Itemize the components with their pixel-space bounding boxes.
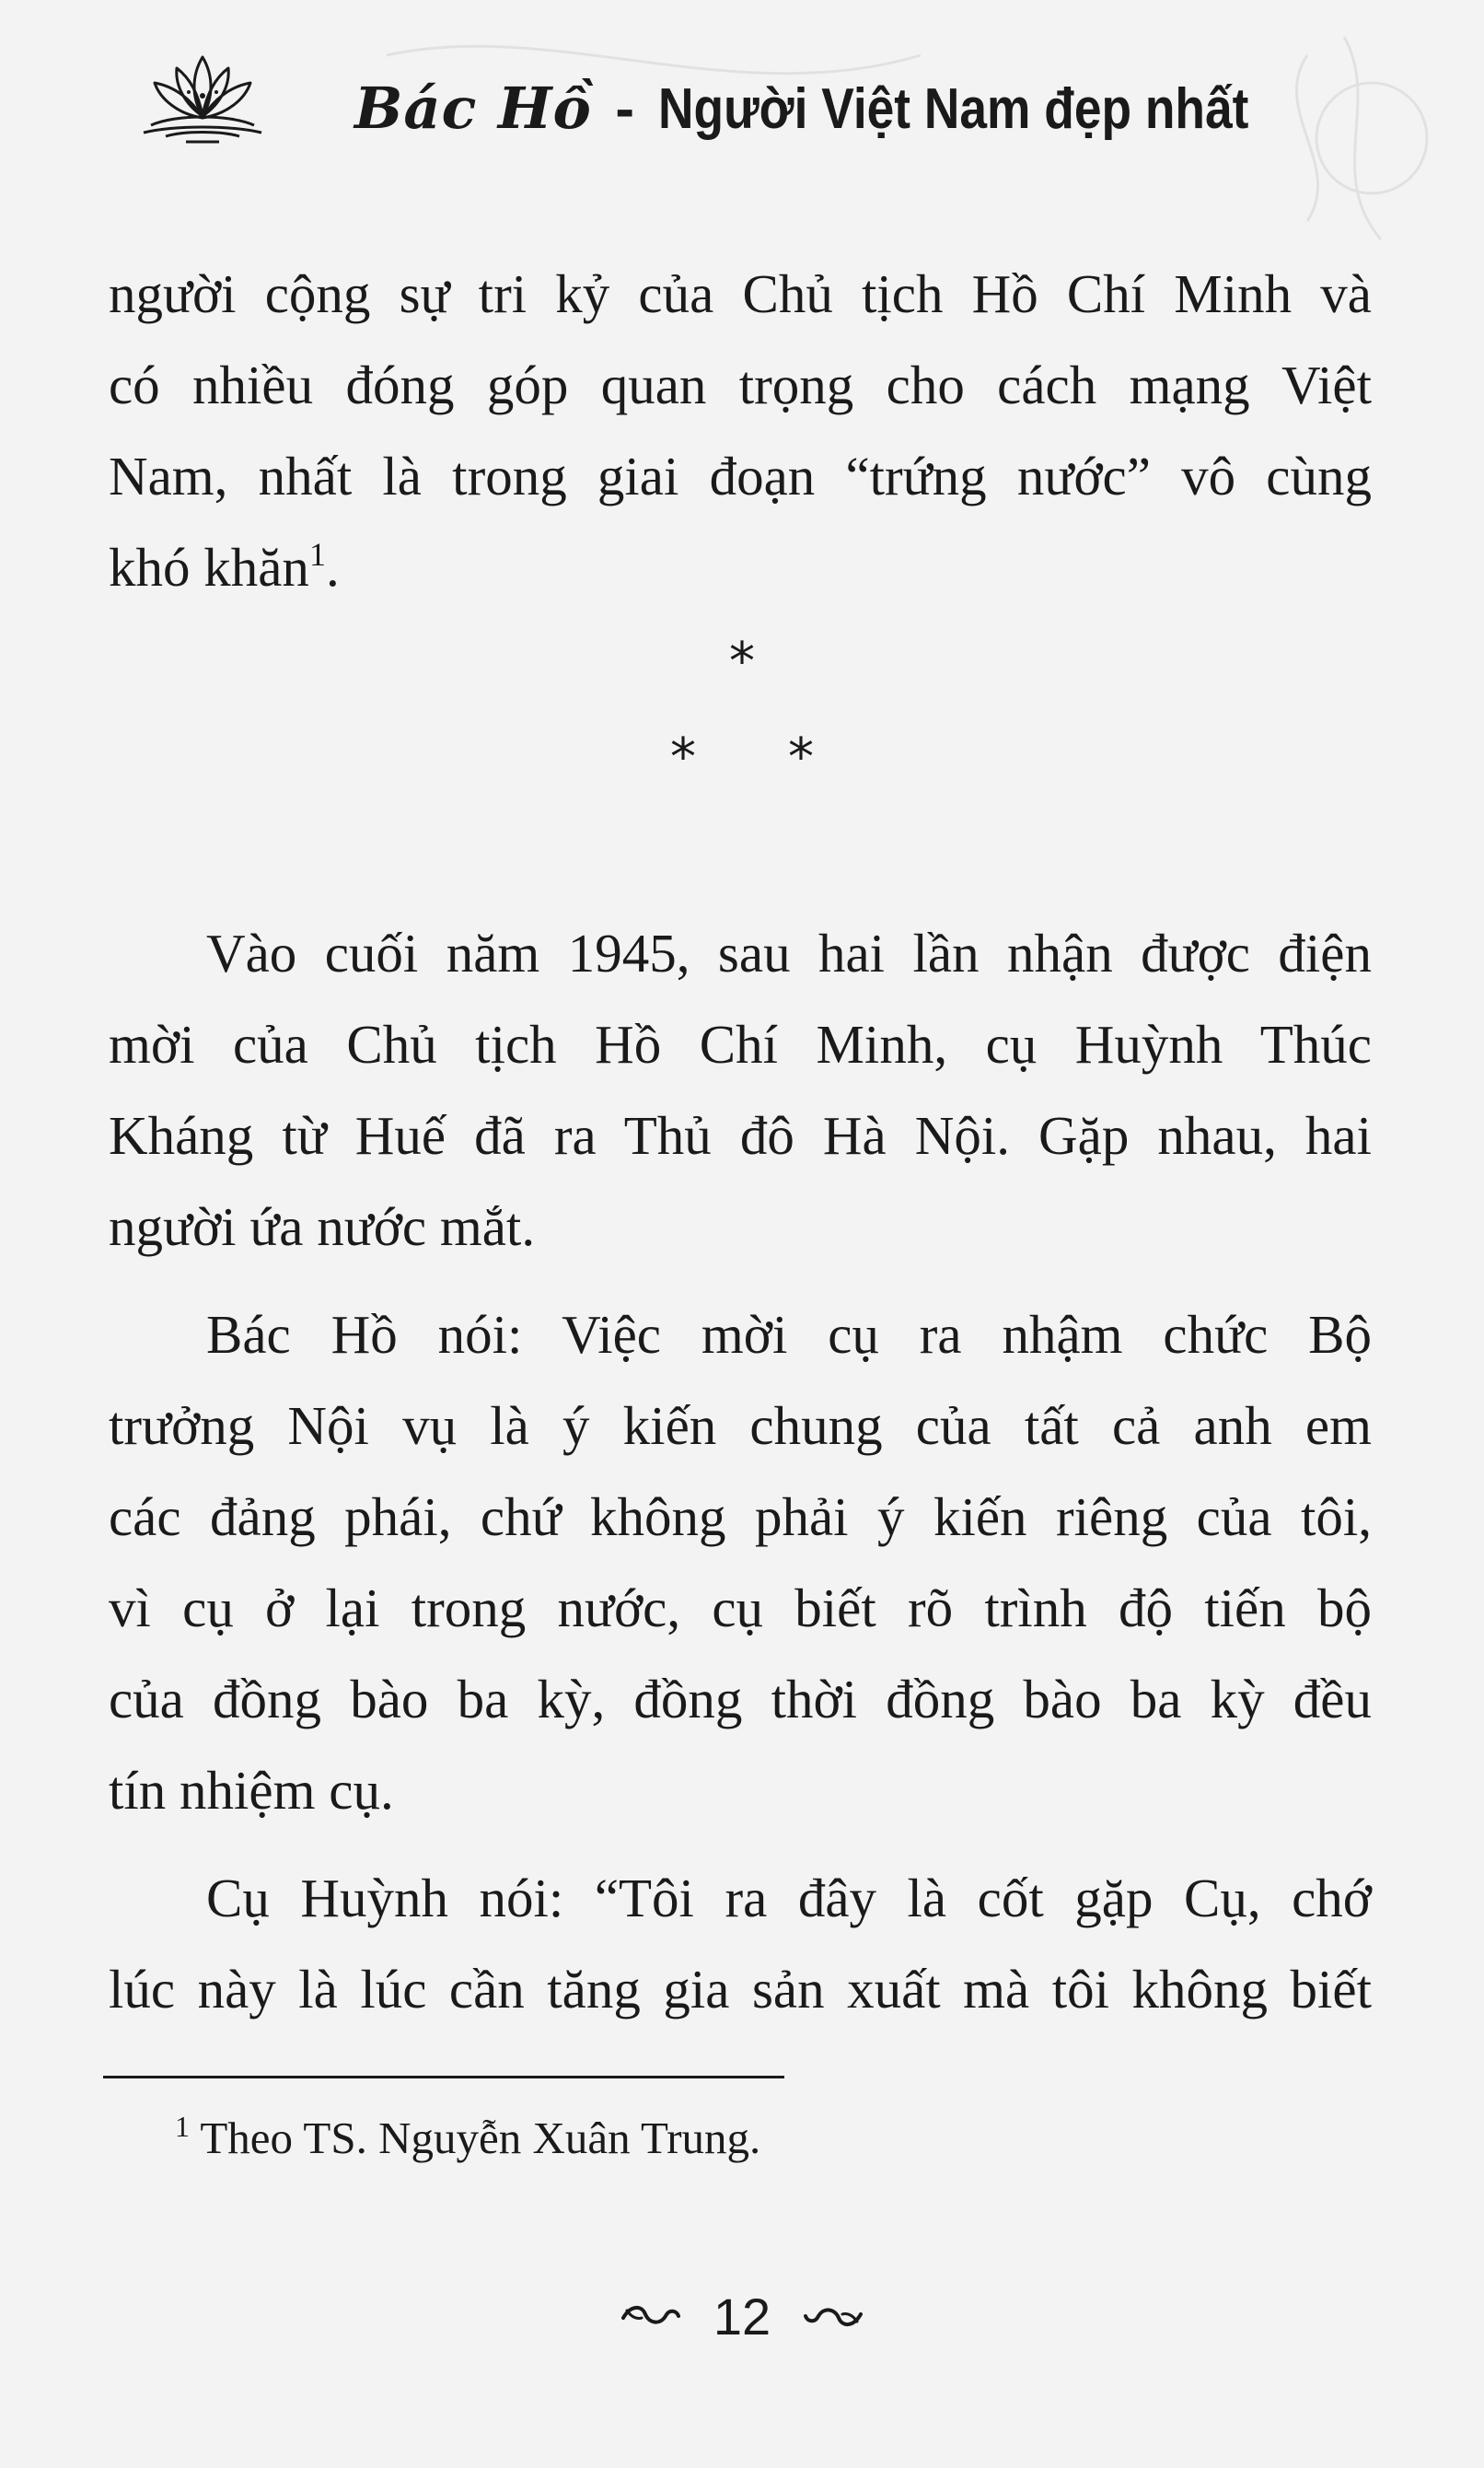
footnote [175,2109,760,2168]
asterisk: * [670,728,696,787]
text-line: người ứa nước mắt. [109,1196,536,1257]
text-line: trưởng Nội vụ là ý kiến chung của tất cả anh em [109,1395,1372,1456]
section-break-bottom [0,728,1484,787]
running-head-separator: - [615,77,635,141]
footnote-ref: 1 [308,536,326,573]
lotus-icon [138,41,267,160]
end-punctuation: . [325,537,340,598]
text-line: Kháng từ Huế đã ra Thủ đô Hà Nội. Gặp nhau, hai [109,1105,1372,1166]
text-line: lúc này là lúc cần tăng gia sản xuất mà tôi không biết [109,1959,1372,2020]
running-head-script: Bác Hồ [354,75,592,142]
section-break-top [0,632,1484,692]
text-line: mời của Chủ tịch Hồ Chí Minh, cụ Huỳnh Thúc [109,1014,1372,1075]
text-line: của đồng bào ba kỳ, đồng thời đồng bào ba kỳ đều [109,1669,1372,1729]
paragraph-gap [109,1273,1372,1289]
text-line: Cụ Huỳnh nói: “Tôi ra đây là cốt gặp Cụ, chớ [206,1868,1372,1928]
body-text [109,249,1372,2035]
text-line: vì cụ ở lại trong nước, cụ biết rõ trình độ tiến bộ [109,1577,1372,1638]
text-line: Bác Hồ nói: Việc mời cụ ra nhậm chức Bộ [206,1304,1372,1365]
page-folio [0,2282,1484,2346]
footnote-marker: 1 [175,2110,190,2143]
footnote-text: Theo TS. Nguyễn Xuân Trung. [200,2113,761,2163]
text-line: người cộng sự tri kỷ của Chủ tịch Hồ Chí Minh và [109,263,1372,324]
text-line: Vào cuối năm 1945, sau hai lần nhận được điện [206,923,1372,984]
text-line: tín nhiệm cụ. [109,1760,394,1821]
text-line: Nam, nhất là trong giai đoạn “trứng nước” vô cùng [109,446,1372,506]
paragraph-gap [109,1836,1372,1853]
swash-ornament-right-icon [802,2298,866,2334]
running-head-title [354,72,1344,146]
asterisk: * [729,632,755,692]
asterisk: * [788,728,814,787]
page-number: 12 [713,2287,771,2346]
paragraph-3 [109,1289,1372,1836]
running-head-main: Người Việt Nam đẹp nhất [657,77,1248,141]
paragraph-1 [109,249,1372,613]
text-fragment: khó khăn [109,537,309,598]
footnote-divider [103,2076,784,2078]
running-header [138,41,1335,160]
text-line-last [109,522,1372,613]
paragraph-2 [109,908,1372,1273]
text-line: có nhiều đóng góp quan trọng cho cách mạng Việt [109,355,1372,415]
paragraph-4 [109,1853,1372,2035]
text-line: các đảng phái, chứ không phải ý kiến riêng của tôi, [109,1486,1372,1547]
swash-ornament-left-icon [618,2298,682,2334]
